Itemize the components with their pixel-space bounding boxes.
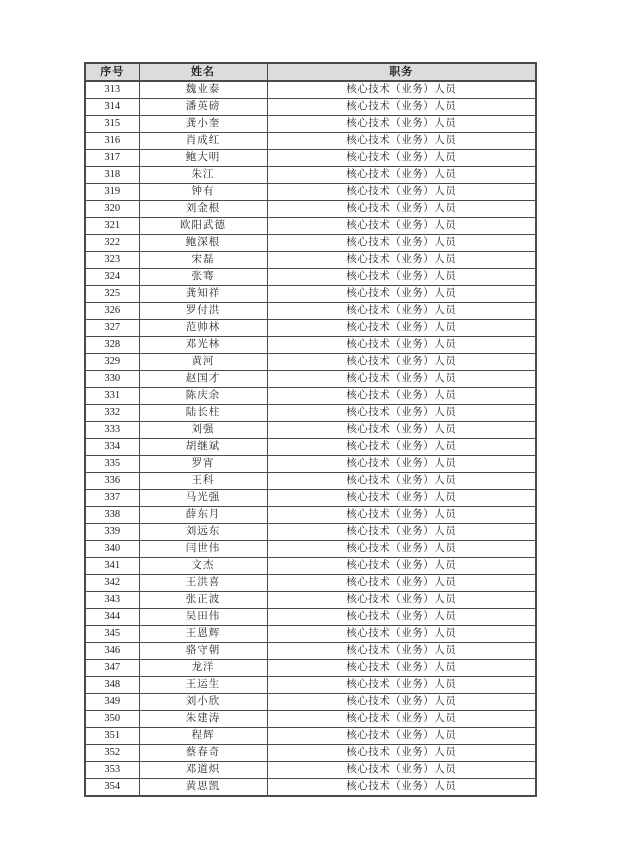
- title-cell: 核心技术（业务）人员: [267, 167, 536, 184]
- row-number-cell: 326: [85, 303, 139, 320]
- name-cell: 张正波: [139, 592, 267, 609]
- name-cell: 刘小欣: [139, 694, 267, 711]
- name-cell: 刘强: [139, 422, 267, 439]
- name-cell: 邓光林: [139, 337, 267, 354]
- table-row: [85, 473, 536, 490]
- title-cell: 核心技术（业务）人员: [267, 677, 536, 694]
- row-number-cell: 347: [85, 660, 139, 677]
- table-row: [85, 592, 536, 609]
- name-cell: 王恩辉: [139, 626, 267, 643]
- row-number-cell: 315: [85, 116, 139, 133]
- table-row: [85, 694, 536, 711]
- title-cell: 核心技术（业务）人员: [267, 524, 536, 541]
- name-cell: 范帅林: [139, 320, 267, 337]
- row-number-cell: 319: [85, 184, 139, 201]
- row-number-cell: 351: [85, 728, 139, 745]
- name-cell: 马光强: [139, 490, 267, 507]
- table-row: [85, 507, 536, 524]
- title-cell: 核心技术（业务）人员: [267, 439, 536, 456]
- title-cell: 核心技术（业务）人员: [267, 592, 536, 609]
- table-row: [85, 320, 536, 337]
- title-cell: 核心技术（业务）人员: [267, 762, 536, 779]
- title-cell: 核心技术（业务）人员: [267, 473, 536, 490]
- name-cell: 赵国才: [139, 371, 267, 388]
- name-cell: 张骞: [139, 269, 267, 286]
- row-number-cell: 323: [85, 252, 139, 269]
- table-row: [85, 422, 536, 439]
- title-cell: 核心技术（业务）人员: [267, 507, 536, 524]
- name-cell: 朱江: [139, 167, 267, 184]
- row-number-cell: 322: [85, 235, 139, 252]
- title-cell: 核心技术（业务）人员: [267, 269, 536, 286]
- table-row: [85, 150, 536, 167]
- name-cell: 吴田伟: [139, 609, 267, 626]
- title-cell: 核心技术（业务）人员: [267, 575, 536, 592]
- row-number-cell: 335: [85, 456, 139, 473]
- name-cell: 骆守朝: [139, 643, 267, 660]
- table-row: [85, 303, 536, 320]
- table-row: [85, 371, 536, 388]
- row-number-cell: 338: [85, 507, 139, 524]
- table-row: [85, 81, 536, 99]
- name-cell: 黄思凯: [139, 779, 267, 797]
- table-row: [85, 660, 536, 677]
- title-cell: 核心技术（业务）人员: [267, 337, 536, 354]
- table-row: [85, 235, 536, 252]
- table-row: [85, 99, 536, 116]
- row-number-cell: 328: [85, 337, 139, 354]
- table-row: [85, 184, 536, 201]
- table-row: [85, 609, 536, 626]
- table-row: [85, 252, 536, 269]
- name-cell: 龚小奎: [139, 116, 267, 133]
- title-cell: 核心技术（业务）人员: [267, 422, 536, 439]
- row-number-cell: 330: [85, 371, 139, 388]
- row-number-cell: 314: [85, 99, 139, 116]
- title-cell: 核心技术（业务）人员: [267, 201, 536, 218]
- title-cell: 核心技术（业务）人员: [267, 371, 536, 388]
- table-row: [85, 677, 536, 694]
- column-header-title: 职务: [267, 63, 536, 81]
- row-number-cell: 336: [85, 473, 139, 490]
- name-cell: 胡继斌: [139, 439, 267, 456]
- title-cell: 核心技术（业务）人员: [267, 116, 536, 133]
- row-number-cell: 348: [85, 677, 139, 694]
- table-row: [85, 388, 536, 405]
- row-number-cell: 353: [85, 762, 139, 779]
- table-row: [85, 728, 536, 745]
- name-cell: 刘金根: [139, 201, 267, 218]
- title-cell: 核心技术（业务）人员: [267, 184, 536, 201]
- table-row: [85, 133, 536, 150]
- table-row: [85, 201, 536, 218]
- name-cell: 魏业泰: [139, 81, 267, 99]
- row-number-cell: 324: [85, 269, 139, 286]
- table-row: [85, 558, 536, 575]
- name-cell: 薛东月: [139, 507, 267, 524]
- column-header-name: 姓名: [139, 63, 267, 81]
- table-header-row: [85, 63, 536, 81]
- name-cell: 蔡春奇: [139, 745, 267, 762]
- name-cell: 刘远东: [139, 524, 267, 541]
- title-cell: 核心技术（业务）人员: [267, 643, 536, 660]
- row-number-cell: 320: [85, 201, 139, 218]
- title-cell: 核心技术（业务）人员: [267, 694, 536, 711]
- table-row: [85, 354, 536, 371]
- title-cell: 核心技术（业务）人员: [267, 490, 536, 507]
- name-cell: 罗付洪: [139, 303, 267, 320]
- title-cell: 核心技术（业务）人员: [267, 609, 536, 626]
- title-cell: 核心技术（业务）人员: [267, 218, 536, 235]
- row-number-cell: 327: [85, 320, 139, 337]
- row-number-cell: 346: [85, 643, 139, 660]
- title-cell: 核心技术（业务）人员: [267, 81, 536, 99]
- title-cell: 核心技术（业务）人员: [267, 405, 536, 422]
- table-row: [85, 541, 536, 558]
- title-cell: 核心技术（业务）人员: [267, 354, 536, 371]
- table-row: [85, 524, 536, 541]
- row-number-cell: 339: [85, 524, 139, 541]
- table-row: [85, 490, 536, 507]
- row-number-cell: 332: [85, 405, 139, 422]
- name-cell: 黄河: [139, 354, 267, 371]
- row-number-cell: 340: [85, 541, 139, 558]
- name-cell: 欧阳武德: [139, 218, 267, 235]
- table-row: [85, 439, 536, 456]
- title-cell: 核心技术（业务）人员: [267, 711, 536, 728]
- row-number-cell: 343: [85, 592, 139, 609]
- title-cell: 核心技术（业务）人员: [267, 388, 536, 405]
- table-row: [85, 286, 536, 303]
- name-cell: 邓道炽: [139, 762, 267, 779]
- table-row: [85, 779, 536, 797]
- row-number-cell: 350: [85, 711, 139, 728]
- name-cell: 文杰: [139, 558, 267, 575]
- row-number-cell: 333: [85, 422, 139, 439]
- row-number-cell: 313: [85, 81, 139, 99]
- name-cell: 程辉: [139, 728, 267, 745]
- title-cell: 核心技术（业务）人员: [267, 541, 536, 558]
- title-cell: 核心技术（业务）人员: [267, 99, 536, 116]
- row-number-cell: 317: [85, 150, 139, 167]
- table-row: [85, 456, 536, 473]
- personnel-table-body: [85, 81, 536, 796]
- title-cell: 核心技术（业务）人员: [267, 558, 536, 575]
- table-row: [85, 762, 536, 779]
- title-cell: 核心技术（业务）人员: [267, 456, 536, 473]
- column-header-number: 序号: [85, 63, 139, 81]
- title-cell: 核心技术（业务）人员: [267, 303, 536, 320]
- row-number-cell: 334: [85, 439, 139, 456]
- row-number-cell: 318: [85, 167, 139, 184]
- row-number-cell: 344: [85, 609, 139, 626]
- name-cell: 肖成红: [139, 133, 267, 150]
- name-cell: 鲍大明: [139, 150, 267, 167]
- title-cell: 核心技术（业务）人员: [267, 235, 536, 252]
- name-cell: 龚知祥: [139, 286, 267, 303]
- table-row: [85, 711, 536, 728]
- row-number-cell: 345: [85, 626, 139, 643]
- name-cell: 王科: [139, 473, 267, 490]
- name-cell: 罗宵: [139, 456, 267, 473]
- row-number-cell: 352: [85, 745, 139, 762]
- name-cell: 鲍深根: [139, 235, 267, 252]
- table-row: [85, 643, 536, 660]
- row-number-cell: 349: [85, 694, 139, 711]
- title-cell: 核心技术（业务）人员: [267, 728, 536, 745]
- title-cell: 核心技术（业务）人员: [267, 626, 536, 643]
- row-number-cell: 325: [85, 286, 139, 303]
- row-number-cell: 341: [85, 558, 139, 575]
- title-cell: 核心技术（业务）人员: [267, 150, 536, 167]
- name-cell: 朱建涛: [139, 711, 267, 728]
- name-cell: 潘英磅: [139, 99, 267, 116]
- name-cell: 陆长柱: [139, 405, 267, 422]
- table-row: [85, 575, 536, 592]
- title-cell: 核心技术（业务）人员: [267, 133, 536, 150]
- table-row: [85, 116, 536, 133]
- row-number-cell: 329: [85, 354, 139, 371]
- title-cell: 核心技术（业务）人员: [267, 286, 536, 303]
- table-row: [85, 337, 536, 354]
- name-cell: 闫世伟: [139, 541, 267, 558]
- title-cell: 核心技术（业务）人员: [267, 745, 536, 762]
- name-cell: 钟有: [139, 184, 267, 201]
- title-cell: 核心技术（业务）人员: [267, 660, 536, 677]
- row-number-cell: 354: [85, 779, 139, 797]
- title-cell: 核心技术（业务）人员: [267, 252, 536, 269]
- table-row: [85, 167, 536, 184]
- name-cell: 宋磊: [139, 252, 267, 269]
- table-row: [85, 269, 536, 286]
- row-number-cell: 337: [85, 490, 139, 507]
- table-row: [85, 626, 536, 643]
- row-number-cell: 331: [85, 388, 139, 405]
- row-number-cell: 316: [85, 133, 139, 150]
- table-row: [85, 745, 536, 762]
- name-cell: 王运生: [139, 677, 267, 694]
- name-cell: 龙洋: [139, 660, 267, 677]
- table-row: [85, 218, 536, 235]
- name-cell: 王洪喜: [139, 575, 267, 592]
- row-number-cell: 342: [85, 575, 139, 592]
- name-cell: 陈庆余: [139, 388, 267, 405]
- title-cell: 核心技术（业务）人员: [267, 779, 536, 797]
- row-number-cell: 321: [85, 218, 139, 235]
- table-row: [85, 405, 536, 422]
- title-cell: 核心技术（业务）人员: [267, 320, 536, 337]
- personnel-table: [84, 62, 537, 797]
